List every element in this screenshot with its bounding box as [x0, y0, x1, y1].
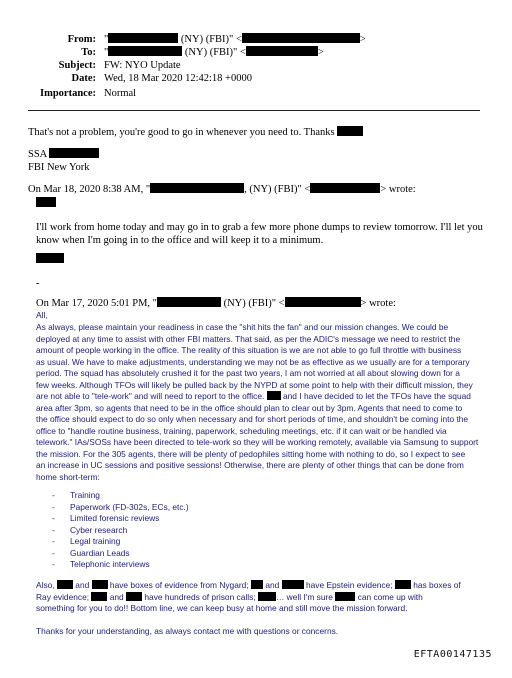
redaction-block: [157, 297, 221, 307]
redaction-block: [282, 580, 304, 589]
from-label: From:: [67, 34, 96, 45]
list-item: - Training: [52, 490, 189, 502]
list-item: - Limited forensic reviews: [52, 513, 189, 525]
signature-office: FBI New York: [28, 162, 90, 173]
redaction-block: [395, 580, 411, 589]
p2-line: Ray evidence; and have hundreds of prison calls; … well I'm sure can come up with: [36, 591, 423, 602]
redaction-block: [57, 580, 73, 589]
closing-line: Thanks for your understanding, as always contact me with questions or concerns.: [36, 626, 339, 636]
date-label: Date:: [71, 73, 96, 84]
redaction-block: [49, 148, 99, 158]
date-value: Wed, 18 Mar 2020 12:42:18 +0000: [104, 73, 252, 84]
redaction-block: [36, 253, 64, 263]
to-row: To: " (NY) (FBI)" < >: [0, 46, 512, 59]
signature-title: SSA: [28, 149, 47, 160]
p1-line: office to "handle routine business, training, paperwork, scheduling meetings, etc. if it can wait or be handled via: [36, 425, 447, 436]
redaction-block: [126, 592, 142, 601]
p1-line: few weeks. Although TFOs will likely be pulled back by the NYPD at some point to help with their difficult mission, they: [36, 379, 473, 390]
quote-body-line: I'll work from home today and may go in to grab a few more phone dumps to review tomorrow. I'll let you: [36, 222, 483, 233]
list-item: - Paperwork (FD-302s, ECs, etc.): [52, 502, 189, 514]
redaction-block: [285, 297, 361, 307]
p1-line: are not able to "tele-work" and will need to report to the office. and I have decided to let the TFOs have the squad: [36, 391, 471, 401]
subject-value: FW: NYO Update: [104, 60, 181, 71]
p2-line: something for you to do!! Bottom line, we can keep busy at home and still move the mission forward.: [36, 603, 408, 613]
list-item: - Telephonic interviews: [52, 559, 189, 571]
p1-line: an increase in UC sessions and positive sessions! Otherwise, there are plenty of other things that can be done from: [36, 460, 464, 470]
p1-line: As always, please maintain your readiness in case the "shit hits the fan" and our mission changes. We could be: [36, 322, 449, 332]
redaction-block: [258, 592, 276, 601]
list-item: - Guardian Leads: [52, 548, 189, 560]
p1-line: the office should expect to do so only when necessary and for short periods of time, and shouldn't be coming into the: [36, 414, 469, 424]
redaction-block: [242, 33, 360, 43]
subject-label: Subject:: [58, 60, 96, 71]
redaction-block: [337, 126, 363, 136]
document-id: EFTA00147135: [413, 649, 492, 660]
subject-row: [0, 59, 512, 72]
task-list: [52, 490, 189, 571]
redaction-block: [310, 183, 380, 193]
from-row: From: " (NY) (FBI)" < >: [0, 33, 512, 46]
importance-label: Importance:: [40, 88, 96, 99]
redaction-block: [92, 580, 108, 589]
redaction-block: [108, 33, 178, 43]
p1-line: telework." IAs/SOSs have been directed to tele-work so they will be working remotely, available via Samsung to support: [36, 437, 479, 447]
importance-value: Normal: [104, 88, 137, 99]
redaction-block: [267, 391, 281, 400]
p1-line: area after 3pm, so agents that need to be in the office should plan to clear out by 3pm. Agents that need to come to: [36, 402, 463, 413]
p1-line: deployed at any time to assist with other FBI matters. That said, as per the ADIC's message we need to restrict the: [36, 333, 461, 344]
redaction-block: [36, 197, 56, 207]
p1-line: home short-term:: [36, 471, 100, 482]
importance-row: [0, 87, 512, 100]
p1-line: period. The squad has absolutely crushed it for the past two years, I am not worried at all about slowing down for a: [36, 368, 460, 378]
p1-line: amount of people working in the office. The reality of this situation is we are not able to go full throttle with business: [36, 345, 462, 355]
redaction-block: [108, 46, 182, 56]
quote-attribution: On Mar 18, 2020 8:38 AM, " , (NY) (FBI)" < > wrote:: [28, 184, 416, 195]
redaction-block: [246, 46, 318, 56]
redaction-block: [150, 183, 244, 193]
reply-text: That's not a problem, you're good to go in whenever you need to. Thanks: [28, 127, 335, 138]
header-divider: [28, 110, 480, 111]
redaction-block: [91, 592, 107, 601]
p1-line: the mission. For the 305 agents, there will be plenty of pedophiles sitting home with nothing to do, so I expect to see: [36, 448, 466, 459]
greeting: All,: [36, 310, 48, 320]
redaction-block: [251, 580, 263, 589]
dash-separator: -: [36, 278, 40, 289]
quote-body-line: know when I'm going in to the office and will keep it to a minimum.: [36, 235, 324, 246]
list-item: - Cyber research: [52, 525, 189, 537]
p2-line: Also, and have boxes of evidence from Nygard; and have Epstein evidence; has boxes of: [36, 580, 461, 590]
list-item: - Legal training: [52, 536, 189, 548]
quote-attribution: On Mar 17, 2020 5:01 PM, " (NY) (FBI)" < > wrote:: [36, 298, 396, 309]
date-row: [0, 72, 512, 85]
redaction-block: [335, 592, 355, 601]
to-label: To:: [81, 47, 96, 58]
p1-line: as usual. We have to make adjustments, understanding we may not be as effective as we usually are for a temporary: [36, 356, 470, 367]
